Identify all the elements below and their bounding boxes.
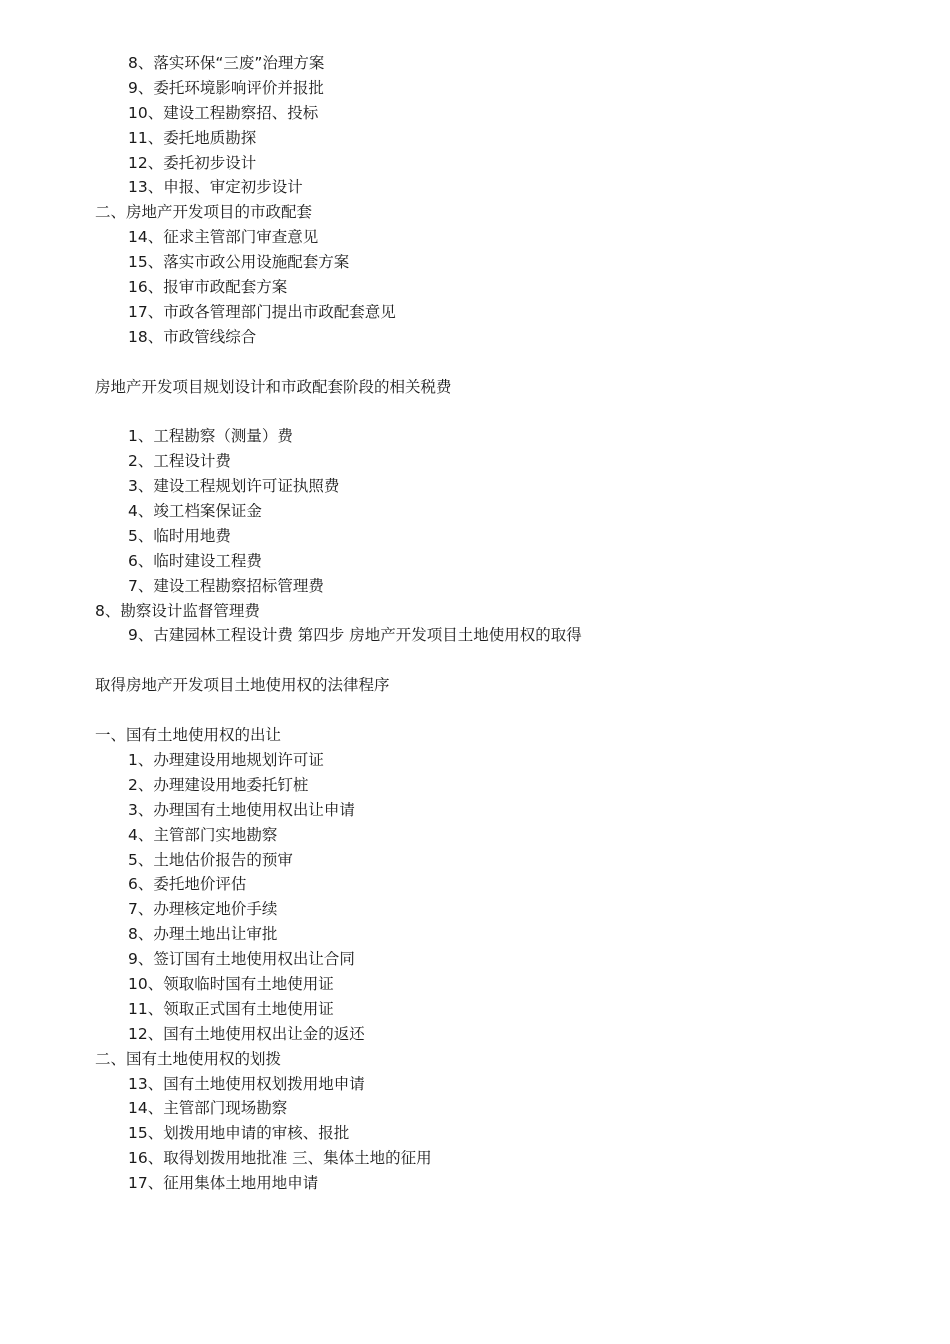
list-item: 9、委托环境影响评价并报批	[128, 78, 324, 97]
section-heading: 取得房地产开发项目土地使用权的法律程序	[95, 676, 390, 695]
list-item: 5、临时用地费	[128, 526, 231, 545]
list-item: 8、落实环保“三废”治理方案	[128, 54, 325, 72]
list-item: 15、落实市政公用设施配套方案	[128, 253, 350, 272]
list-item: 4、竣工档案保证金	[128, 502, 262, 521]
section-heading: 二、房地产开发项目的市政配套	[95, 203, 313, 222]
list-item: 11、领取正式国有土地使用证	[128, 999, 334, 1018]
list-item: 6、临时建设工程费	[128, 551, 262, 570]
list-item: 12、国有土地使用权出让金的返还	[128, 1024, 365, 1043]
section-heading: 房地产开发项目规划设计和市政配套阶段的相关税费	[95, 377, 452, 396]
list-item: 1、工程勘察（测量）费	[128, 427, 293, 446]
blank-line	[0, 399, 950, 424]
list-item: 15、划拨用地申请的审核、报批	[128, 1124, 350, 1143]
blank-line	[0, 698, 950, 723]
document-body	[0, 51, 950, 1196]
section-heading: 8、勘察设计监督管理费	[95, 601, 260, 620]
section-heading: 一、国有土地使用权的出让	[95, 726, 282, 745]
list-item: 4、主管部门实地勘察	[128, 825, 278, 844]
list-item: 13、申报、审定初步设计	[128, 178, 303, 197]
list-item: 3、办理国有土地使用权出让申请	[128, 800, 355, 819]
list-item: 14、主管部门现场勘察	[128, 1099, 288, 1118]
list-item: 6、委托地价评估	[128, 875, 247, 894]
list-item: 12、委托初步设计	[128, 153, 257, 172]
list-item: 5、土地估价报告的预审	[128, 850, 293, 869]
section-heading: 二、国有土地使用权的划拨	[95, 1049, 282, 1068]
list-item: 18、市政管线综合	[128, 327, 257, 346]
list-item: 1、办理建设用地规划许可证	[128, 750, 324, 769]
list-item: 13、国有土地使用权划拨用地申请	[128, 1074, 365, 1093]
blank-line	[0, 648, 950, 673]
list-item: 16、报审市政配套方案	[128, 278, 288, 297]
list-item: 17、征用集体土地用地申请	[128, 1174, 319, 1193]
list-item: 9、古建园林工程设计费 第四步 房地产开发项目土地使用权的取得	[128, 626, 582, 645]
list-item: 2、工程设计费	[128, 452, 231, 471]
list-item: 7、办理核定地价手续	[128, 900, 278, 919]
list-item: 9、签订国有土地使用权出让合同	[128, 950, 355, 969]
list-item: 14、征求主管部门审查意见	[128, 228, 319, 247]
list-item: 3、建设工程规划许可证执照费	[128, 477, 340, 496]
list-item: 16、取得划拨用地批准 三、集体土地的征用	[128, 1149, 432, 1168]
list-item: 10、建设工程勘察招、投标	[128, 103, 319, 122]
list-item: 11、委托地质勘探	[128, 128, 257, 147]
list-item: 7、建设工程勘察招标管理费	[128, 576, 324, 595]
blank-line	[0, 350, 950, 375]
list-item: 8、办理土地出让审批	[128, 925, 278, 944]
list-item: 17、市政各管理部门提出市政配套意见	[128, 302, 396, 321]
list-item: 2、办理建设用地委托钉桩	[128, 775, 309, 794]
list-item: 10、领取临时国有土地使用证	[128, 974, 334, 993]
